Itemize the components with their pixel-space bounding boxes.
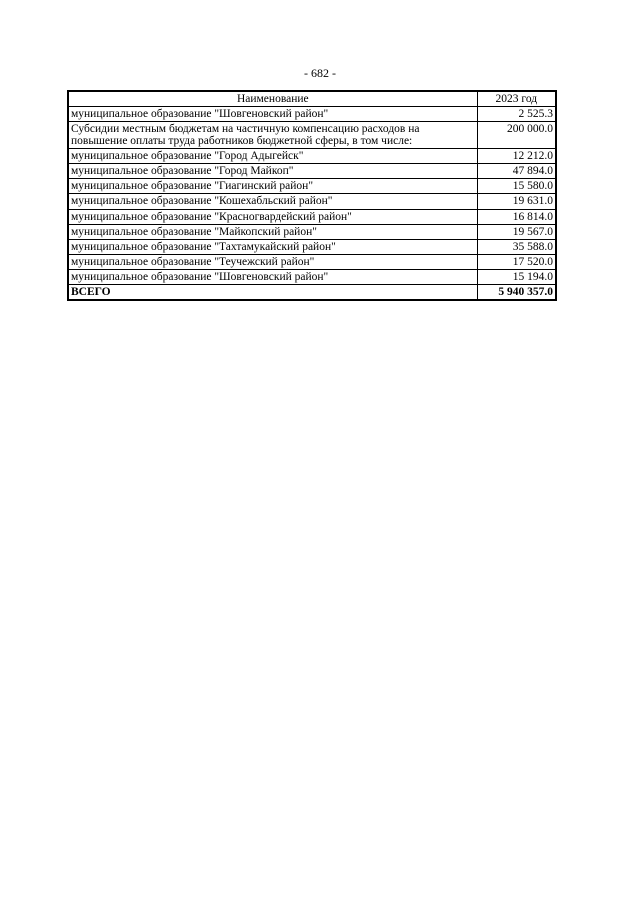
row-name: муниципальное образование "Тахтамукайский район" [68, 239, 477, 254]
table-row [68, 224, 556, 239]
row-name: муниципальное образование "Город Майкоп" [68, 164, 477, 179]
row-name: муниципальное образование "Теучежский район" [68, 254, 477, 269]
total-label: ВСЕГО [68, 284, 477, 300]
row-value: 15 194.0 [477, 269, 556, 284]
table-row [68, 239, 556, 254]
row-value: 12 212.0 [477, 149, 556, 164]
row-name: муниципальное образование "Майкопский район" [68, 224, 477, 239]
row-name: муниципальное образование "Шовгеновский район" [68, 269, 477, 284]
row-value: 19 567.0 [477, 224, 556, 239]
table-row [68, 122, 556, 149]
table-row [68, 179, 556, 194]
table-row [68, 107, 556, 122]
row-name: муниципальное образование "Гиагинский район" [68, 179, 477, 194]
table-row [68, 149, 556, 164]
row-value: 200 000.0 [477, 122, 556, 149]
table-row [68, 209, 556, 224]
table-row [68, 164, 556, 179]
column-header-name: Наименование [68, 91, 477, 107]
page-number: - 682 - [304, 66, 336, 80]
row-value: 47 894.0 [477, 164, 556, 179]
table-row [68, 269, 556, 284]
row-name: Субсидии местным бюджетам на частичную компенсацию расходов на повышение оплаты труда работников бюджетной сферы, в том числе: [68, 122, 477, 149]
table-header-row [68, 91, 556, 107]
total-row [68, 284, 556, 300]
row-name: муниципальное образование "Город Адыгейск" [68, 149, 477, 164]
total-value: 5 940 357.0 [477, 284, 556, 300]
budget-table [67, 90, 557, 301]
row-value: 19 631.0 [477, 194, 556, 209]
row-value: 15 580.0 [477, 179, 556, 194]
table-row [68, 194, 556, 209]
row-value: 16 814.0 [477, 209, 556, 224]
row-name: муниципальное образование "Красногвардейский район" [68, 209, 477, 224]
table-row [68, 254, 556, 269]
row-name: муниципальное образование "Шовгеновский район" [68, 107, 477, 122]
row-value: 17 520.0 [477, 254, 556, 269]
row-name: муниципальное образование "Кошехабльский район" [68, 194, 477, 209]
column-header-year: 2023 год [477, 91, 556, 107]
row-value: 2 525.3 [477, 107, 556, 122]
row-value: 35 588.0 [477, 239, 556, 254]
